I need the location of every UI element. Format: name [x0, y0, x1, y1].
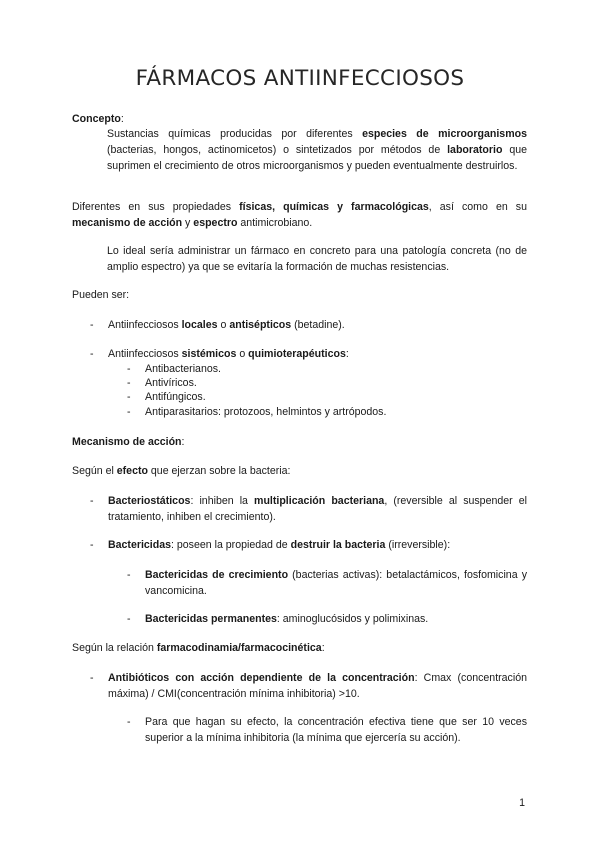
list-bullet: - [90, 348, 94, 360]
sublist-bullet: - [127, 569, 131, 581]
sublist-item: Antivíricos. [145, 377, 197, 389]
list-item-locales: Antiinfecciosos locales o antisépticos (betadine). [108, 319, 345, 331]
concepto-paragraph: Sustancias químicas producidas por diferentes especies de microorganismos (bacterias, hongos, actinomicetos) o sintetizados por métodos de laboratorio que suprimen el crecimiento de otros microorganismos y pueden eventualmente destruirlos. [107, 128, 527, 172]
page-number: 1 [519, 797, 525, 809]
sublist-bullet: - [127, 406, 131, 418]
list-item-bactericidas: Bactericidas: poseen la propiedad de destruir la bacteria (irreversible): [108, 539, 451, 551]
sublist-item: Antibacterianos. [145, 363, 221, 375]
sublist-bullet: - [127, 363, 131, 375]
concepto-heading: Concepto: [72, 113, 124, 125]
sublist-bullet: - [127, 716, 131, 728]
ideal-paragraph: Lo ideal sería administrar un fármaco en concreto para una patología concreta (no de amplio espectro) ya que se evitaría la formación de muchas resistencias. [107, 245, 527, 273]
list-item-concentracion: Antibióticos con acción dependiente de la concentración: Cmax (concentración máxima) / CMI(concentración mínima inhibitoria) >10. [108, 672, 527, 700]
mecanismo-heading: Mecanismo de acción: [72, 436, 185, 448]
segun-relacion-text: Según la relación farmacodinamia/farmacocinética: [72, 642, 325, 654]
sublist-item-permanentes: Bactericidas permanentes: aminoglucósidos y polimixinas. [145, 613, 429, 625]
list-bullet: - [90, 319, 94, 331]
page-title: FÁRMACOS ANTIINFECCIOSOS [135, 66, 465, 91]
sublist-item-para-que: Para que hagan su efecto, la concentración efectiva tiene que ser 10 veces superior a la mínima inhibitoria (la mínima que ejercería su acción). [145, 716, 527, 744]
sublist-item: Antiparasitarios: protozoos, helmintos y artrópodos. [145, 406, 387, 418]
sublist-bullet: - [127, 377, 131, 389]
list-bullet: - [90, 672, 94, 684]
list-bullet: - [90, 539, 94, 551]
sublist-bullet: - [127, 613, 131, 625]
list-item-sistemicos: Antiinfecciosos sistémicos o quimioterapéuticos: [108, 348, 349, 360]
segun-efecto-text: Según el efecto que ejerzan sobre la bacteria: [72, 465, 291, 477]
diferentes-paragraph: Diferentes en sus propiedades físicas, químicas y farmacológicas, así como en su mecanismo de acción y espectro antimicrobiano. [72, 201, 527, 229]
sublist-item-crecimiento: Bactericidas de crecimiento (bacterias activas): betalactámicos, fosfomicina y vancomicina. [145, 569, 527, 597]
list-item-bacteriostaticos: Bacteriostáticos: inhiben la multiplicación bacteriana, (reversible al suspender el tratamiento, inhiben el crecimiento). [108, 495, 527, 523]
sublist-item: Antifúngicos. [145, 391, 206, 403]
sublist-bullet: - [127, 391, 131, 403]
list-bullet: - [90, 495, 94, 507]
pueden-ser-text: Pueden ser: [72, 289, 130, 301]
